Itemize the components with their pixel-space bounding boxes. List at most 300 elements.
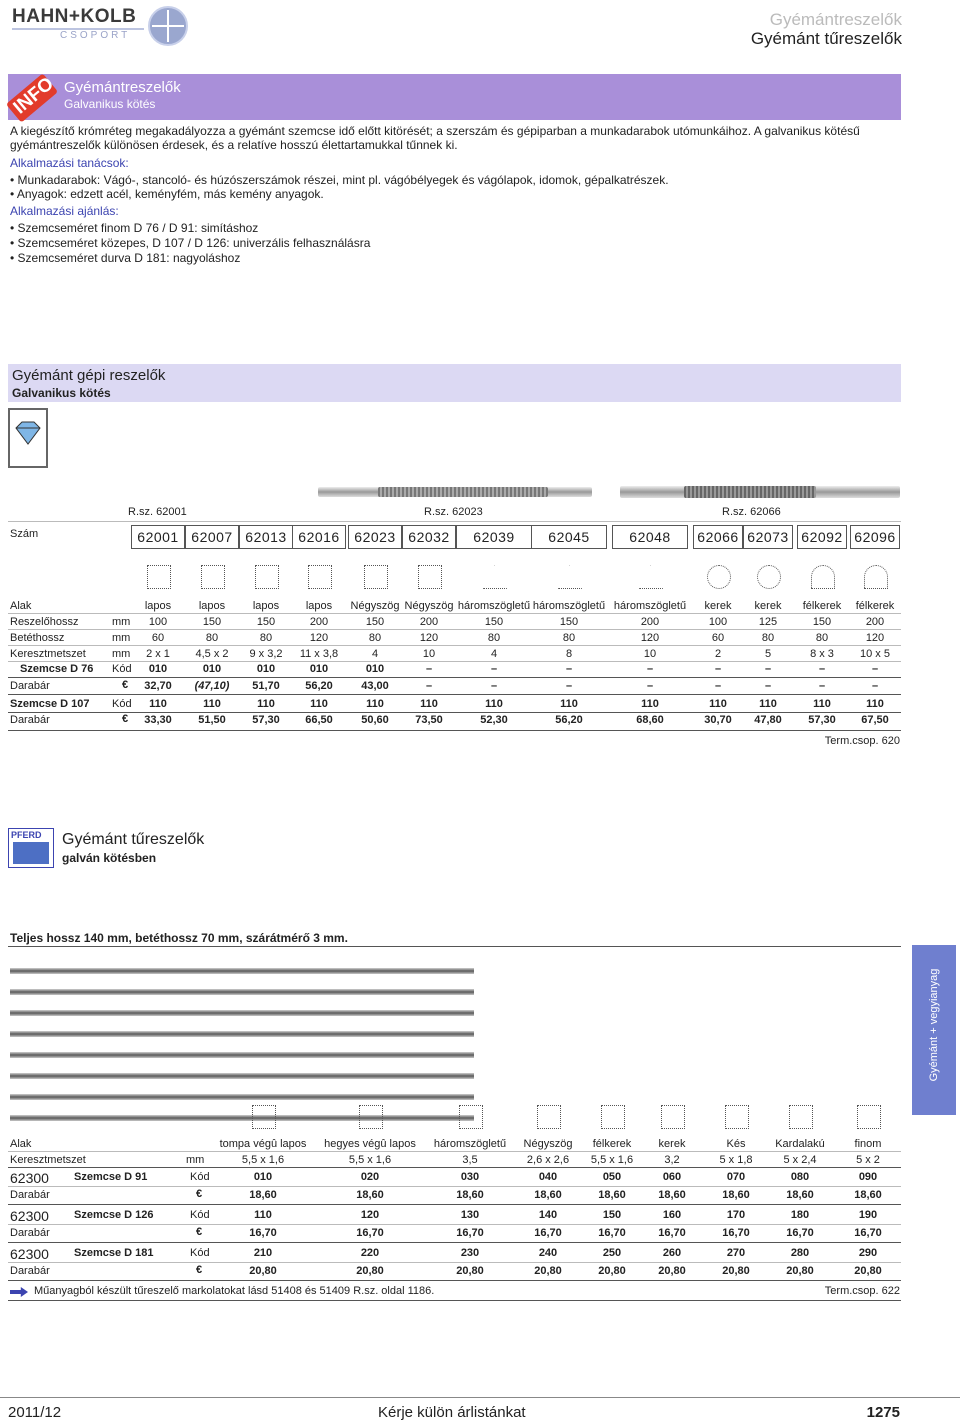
table-cell-alak: félkerek	[802, 600, 842, 612]
table-cell-reszelohossz: 200	[309, 616, 329, 628]
row-label-darabar: Darabár	[10, 1265, 50, 1277]
tip-item: • Anyagok: edzett acél, keményfém, más kemény anyagok.	[10, 187, 324, 201]
table-cell-ar107: 57,30	[252, 714, 280, 726]
table-cell-kod107: 110	[310, 698, 328, 710]
table-cell-kod: 010	[253, 1171, 273, 1183]
table-cell-kod76: –	[646, 663, 654, 675]
table-cell-keresztmetszet: 3,5	[462, 1154, 478, 1166]
euro-sign: €	[122, 679, 129, 691]
table-cell-alak: hegyes végû lapos	[324, 1138, 416, 1150]
table-cell-keresztmetszet: 4	[490, 648, 498, 660]
table-cell-ar: 20,80	[722, 1265, 750, 1277]
table-cell-keresztmetszet: 5	[764, 648, 772, 660]
table-cell-kod: 080	[790, 1171, 810, 1183]
product-code: 62032	[402, 525, 456, 549]
table-rule	[8, 1300, 901, 1301]
note: Műanyagból készült tűreszelő markolatokat lásd 51408 és 51409 R.sz. oldal 1186.	[34, 1285, 435, 1297]
rsz-label: R.sz. 62001	[128, 506, 187, 518]
table-cell-ar: 16,70	[356, 1227, 384, 1239]
table-cell-kod76: 010	[148, 663, 168, 675]
table-cell-betethossz: 120	[309, 632, 329, 644]
table-cell-kod107: 110	[813, 698, 831, 710]
group-code: 62300	[10, 1246, 49, 1262]
table-rule	[8, 1262, 901, 1263]
table-cell-ar107: 56,20	[555, 714, 583, 726]
table-cell-ar76: 32,70	[144, 680, 172, 692]
table-cell-kod76: –	[425, 663, 433, 675]
row-label-darabar: Darabár	[10, 680, 50, 692]
needle-file-image	[10, 968, 474, 974]
row-label-kod: Kód	[190, 1247, 210, 1259]
unit-mm: mm	[112, 648, 131, 660]
section-title: Gyémánt gépi reszelők	[12, 367, 166, 384]
profile-icon	[359, 1105, 383, 1129]
row-label-kod: Kód	[112, 663, 132, 675]
table-cell-ar: 20,80	[598, 1265, 626, 1277]
table-cell-betethossz: 80	[205, 632, 219, 644]
group-code: 62300	[10, 1208, 49, 1224]
table-cell-ar107: 47,80	[754, 714, 782, 726]
table-cell-alak: kerek	[658, 1138, 686, 1150]
product-code: 62016	[292, 525, 346, 549]
table-cell-ar: 18,60	[722, 1189, 750, 1201]
profile-icon	[255, 565, 279, 589]
table-cell-kod: 270	[726, 1247, 746, 1259]
table-cell-ar: 16,70	[722, 1227, 750, 1239]
tip-item: • Munkadarabok: Vágó-, stancoló- és húzószerszámok részei, mint pl. vágóbélyegek és vágólapok, idomok, gépalkatrészek.	[10, 173, 669, 187]
table-cell-reszelohossz: 150	[365, 616, 385, 628]
table-cell-ar76: –	[490, 680, 498, 692]
table-cell-ar: 20,80	[854, 1265, 882, 1277]
table-cell-kod: 230	[460, 1247, 480, 1259]
table-cell-reszelohossz: 125	[758, 616, 778, 628]
profile-icon	[661, 1105, 685, 1129]
section3-subtitle: galván kötésben	[62, 851, 157, 865]
table-cell-keresztmetszet: 5,5 x 1,6	[241, 1154, 285, 1166]
page-number: 1275	[866, 1404, 900, 1421]
group-grit: Szemcse D 126	[74, 1209, 154, 1221]
table-cell-kod: 170	[726, 1209, 746, 1221]
table-cell-ar: 20,80	[786, 1265, 814, 1277]
table-cell-betethossz: 80	[562, 632, 576, 644]
info-title: Gyémántreszelők	[64, 79, 181, 96]
table-cell-kod76: –	[565, 663, 573, 675]
row-label-kod: Kód	[112, 698, 132, 710]
table-cell-kod: 030	[460, 1171, 480, 1183]
table-cell-ar76: 51,70	[252, 680, 280, 692]
table-cell-reszelohossz: 150	[812, 616, 832, 628]
round-file-grit	[684, 486, 816, 498]
rsz-label: R.sz. 62023	[424, 506, 483, 518]
side-tab: Gyémánt + vegyianyag	[912, 945, 956, 1115]
table-cell-ar76: –	[425, 680, 433, 692]
profile-icon	[308, 565, 332, 589]
footer-year: 2011/12	[8, 1404, 62, 1421]
table-cell-keresztmetszet: 4	[371, 648, 379, 660]
table-cell-kod107: 110	[759, 698, 777, 710]
recommendation-item: • Szemcseméret durva D 181: nagyoláshoz	[10, 251, 240, 265]
profile-icon	[364, 565, 388, 589]
table-cell-ar: 16,70	[456, 1227, 484, 1239]
table-cell-betethossz: 80	[259, 632, 273, 644]
table-cell-kod76: –	[871, 663, 879, 675]
spec-line: Teljes hossz 140 mm, betéthossz 70 mm, szárátmérő 3 mm.	[10, 931, 348, 945]
table-cell-kod: 070	[726, 1171, 746, 1183]
profile-icon	[857, 1105, 881, 1129]
table-cell-ar: 18,60	[456, 1189, 484, 1201]
footer-rule	[0, 1397, 960, 1398]
recommendation-item: • Szemcseméret finom D 76 / D 91: simításhoz	[10, 221, 258, 235]
table-cell-keresztmetszet: 5 x 1,8	[719, 1154, 753, 1166]
info-subtitle: Galvanikus kötés	[64, 97, 156, 111]
table-cell-keresztmetszet: 5,5 x 1,6	[590, 1154, 634, 1166]
table-cell-keresztmetszet: 8	[565, 648, 573, 660]
term-group: Term.csop. 622	[824, 1285, 900, 1297]
table-cell-betethossz: 60	[711, 632, 725, 644]
table-cell-kod: 020	[360, 1171, 380, 1183]
table-cell-ar: 20,80	[456, 1265, 484, 1277]
table-rule	[8, 1280, 901, 1281]
table-cell-betethossz: 120	[419, 632, 439, 644]
table-cell-keresztmetszet: 5 x 2	[856, 1154, 880, 1166]
table-cell-ar76: 56,20	[305, 680, 333, 692]
row-label-darabar: Darabár	[10, 1189, 50, 1201]
table-cell-alak: háromszögletű	[532, 600, 606, 612]
table-cell-alak: félkerek	[855, 600, 895, 612]
table-cell-kod: 160	[662, 1209, 682, 1221]
table-cell-ar: 16,70	[534, 1227, 562, 1239]
table-cell-kod: 280	[790, 1247, 810, 1259]
product-code: 62045	[531, 525, 607, 549]
profile-icon	[639, 565, 663, 589]
table-cell-kod76: –	[764, 663, 772, 675]
table-rule	[8, 946, 901, 947]
info-stamp-icon: INFO	[8, 78, 56, 116]
table-cell-alak: finom	[854, 1138, 882, 1150]
table-cell-keresztmetszet: 2 x 1	[146, 648, 170, 660]
table-cell-ar107: 57,30	[808, 714, 836, 726]
table-cell-ar: 16,70	[598, 1227, 626, 1239]
rsz-label: R.sz. 62066	[722, 506, 781, 518]
table-cell-ar76: –	[565, 680, 573, 692]
table-cell-alak: lapos	[198, 600, 226, 612]
table-cell-ar76: –	[818, 680, 826, 692]
table-cell-kod: 190	[858, 1209, 878, 1221]
table-cell-betethossz: 60	[151, 632, 165, 644]
table-cell-betethossz: 120	[640, 632, 660, 644]
table-cell-ar76: (47,10)	[194, 680, 230, 692]
table-rule	[8, 1242, 901, 1243]
table-cell-ar: 18,60	[658, 1189, 686, 1201]
euro-sign: €	[196, 1264, 203, 1276]
table-cell-alak: tompa végû lapos	[219, 1138, 307, 1150]
table-cell-kod: 060	[662, 1171, 682, 1183]
table-cell-ar: 16,70	[658, 1227, 686, 1239]
table-cell-keresztmetszet: 11 x 3,8	[299, 648, 339, 660]
table-cell-keresztmetszet: 10 x 5	[860, 648, 890, 660]
product-code: 62007	[185, 525, 239, 549]
table-cell-betethossz: 80	[487, 632, 501, 644]
table-rule	[8, 1151, 901, 1152]
profile-icon	[537, 1105, 561, 1129]
table-cell-ar: 16,70	[786, 1227, 814, 1239]
table-cell-kod107: 110	[203, 698, 221, 710]
product-code: 62023	[348, 525, 402, 549]
profile-icon	[707, 565, 731, 589]
table-cell-ar107: 51,50	[198, 714, 226, 726]
profile-icon	[811, 565, 835, 589]
table-cell-kod76: –	[714, 663, 722, 675]
table-cell-kod: 090	[858, 1171, 878, 1183]
product-code: 62092	[797, 525, 847, 549]
table-cell-ar107: 33,30	[144, 714, 172, 726]
table-cell-kod: 290	[858, 1247, 878, 1259]
table-rule	[8, 629, 901, 630]
table-cell-ar76: –	[646, 680, 654, 692]
table-cell-reszelohossz: 150	[559, 616, 579, 628]
table-cell-betethossz: 80	[368, 632, 382, 644]
table-cell-kod: 110	[254, 1209, 272, 1221]
term-group: Term.csop. 620	[824, 735, 900, 747]
product-code: 62073	[743, 525, 793, 549]
table-cell-kod76: 010	[202, 663, 222, 675]
table-rule	[8, 1167, 901, 1168]
table-cell-ar: 18,60	[598, 1189, 626, 1201]
table-cell-ar76: –	[871, 680, 879, 692]
table-cell-kod107: 110	[560, 698, 578, 710]
row-label-alak: Alak	[10, 1138, 32, 1150]
table-cell-reszelohossz: 100	[148, 616, 168, 628]
profile-icon	[418, 565, 442, 589]
table-cell-reszelohossz: 150	[256, 616, 276, 628]
table-cell-ar: 18,60	[356, 1189, 384, 1201]
table-rule	[8, 661, 901, 662]
profile-icon	[789, 1105, 813, 1129]
euro-sign: €	[122, 713, 129, 725]
table-cell-reszelohossz: 200	[865, 616, 885, 628]
table-cell-keresztmetszet: 2,6 x 2,6	[526, 1154, 570, 1166]
needle-file-image	[10, 1094, 474, 1100]
table-cell-alak: Négyszög	[350, 600, 400, 612]
needle-file-image	[10, 1052, 474, 1058]
pferd-logo-icon: PFERD	[8, 828, 54, 868]
hk-badge-icon	[148, 6, 188, 46]
table-cell-alak: háromszögletű	[433, 1138, 507, 1150]
table-cell-ar76: 43,00	[361, 680, 389, 692]
table-cell-reszelohossz: 150	[202, 616, 222, 628]
table-cell-alak: lapos	[252, 600, 280, 612]
row-label-darabar: Darabár	[10, 1227, 50, 1239]
table-cell-kod: 130	[460, 1209, 480, 1221]
table-cell-ar: 20,80	[658, 1265, 686, 1277]
table-cell-keresztmetszet: 5 x 2,4	[783, 1154, 817, 1166]
section3-title: Gyémánt tűreszelők	[62, 831, 205, 848]
profile-icon	[252, 1105, 276, 1129]
needle-file-image	[10, 989, 474, 995]
table-cell-alak: lapos	[144, 600, 172, 612]
table-rule	[8, 1204, 901, 1205]
group-grit: Szemcse D 181	[74, 1247, 154, 1259]
unit-mm: mm	[112, 616, 131, 628]
needle-file-image	[10, 1073, 474, 1079]
table-cell-keresztmetszet: 5,5 x 1,6	[348, 1154, 392, 1166]
product-code: 62001	[131, 525, 185, 549]
logo-subtitle: CSOPORT	[60, 30, 131, 41]
row-label-kod: Kód	[190, 1209, 210, 1221]
row-label-szam: Szám	[10, 528, 39, 540]
needle-file-image	[10, 1010, 474, 1016]
table-rule	[8, 645, 901, 646]
recommendation-heading: Alkalmazási ajánlás:	[10, 204, 119, 218]
table-rule	[8, 730, 901, 731]
product-code: 62066	[693, 525, 743, 549]
profile-icon	[558, 565, 582, 589]
table-cell-alak: Négyszög	[404, 600, 454, 612]
table-cell-alak: Négyszög	[523, 1138, 573, 1150]
table-cell-kod: 040	[538, 1171, 558, 1183]
euro-sign: €	[196, 1226, 203, 1238]
table-cell-kod: 180	[790, 1209, 810, 1221]
table-cell-ar: 20,80	[534, 1265, 562, 1277]
table-cell-kod: 260	[662, 1247, 682, 1259]
company-logo: HAHN+KOLB	[12, 6, 137, 27]
info-paragraph-1: A kiegészítő krómréteg megakadályozza a gyémánt szemcse idő előtt kitörését; a szerszám és gépiparban a munkadarabok utómunkáihoz. A galvanikus kötésű	[10, 124, 860, 138]
table-cell-kod76: –	[818, 663, 826, 675]
table-cell-kod107: 110	[709, 698, 727, 710]
table-cell-reszelohossz: 200	[640, 616, 660, 628]
recommendation-item: • Szemcseméret közepes, D 107 / D 126: univerzális felhasználásra	[10, 236, 370, 250]
profile-icon	[483, 565, 507, 589]
unit-mm: mm	[186, 1154, 205, 1166]
table-cell-ar107: 73,50	[415, 714, 443, 726]
row-label-darabar: Darabár	[10, 714, 50, 726]
table-cell-kod107: 110	[866, 698, 884, 710]
profile-icon	[459, 1105, 483, 1129]
table-cell-kod76: 010	[309, 663, 329, 675]
table-cell-betethossz: 80	[815, 632, 829, 644]
table-rule	[8, 677, 901, 678]
group-code: 62300	[10, 1170, 49, 1186]
table-cell-alak: háromszögletű	[457, 600, 531, 612]
table-cell-kod107: 110	[149, 698, 167, 710]
profile-icon	[201, 565, 225, 589]
table-cell-kod: 150	[602, 1209, 622, 1221]
row-label-keresztmetszet: Keresztmetszet	[10, 648, 86, 660]
table-cell-ar: 18,60	[854, 1189, 882, 1201]
table-cell-kod107: 110	[420, 698, 438, 710]
table-cell-ar: 20,80	[249, 1265, 277, 1277]
table-cell-kod: 050	[602, 1171, 622, 1183]
table-rule	[8, 712, 901, 713]
needle-file-image	[10, 1031, 474, 1037]
table-rule	[8, 613, 901, 614]
table-cell-alak: lapos	[305, 600, 333, 612]
row-label-szemcse107: Szemcse D 107	[10, 698, 90, 710]
table-cell-ar: 20,80	[356, 1265, 384, 1277]
table-cell-keresztmetszet: 3,2	[664, 1154, 680, 1166]
table-cell-alak: kerek	[704, 600, 732, 612]
table-cell-keresztmetszet: 10	[422, 648, 436, 660]
row-label-szemcse76: Szemcse D 76	[20, 663, 94, 675]
table-cell-reszelohossz: 150	[484, 616, 504, 628]
arrow-icon	[10, 1287, 28, 1297]
table-cell-reszelohossz: 200	[419, 616, 439, 628]
table-cell-keresztmetszet: 9 x 3,2	[249, 648, 283, 660]
table-cell-kod76: 010	[256, 663, 276, 675]
product-code: 62048	[612, 525, 688, 549]
table-cell-ar: 18,60	[786, 1189, 814, 1201]
group-grit: Szemcse D 91	[74, 1171, 148, 1183]
row-label-betethossz: Betéthossz	[10, 632, 65, 644]
table-cell-kod107: 110	[366, 698, 384, 710]
row-label-alak: Alak	[10, 600, 32, 612]
table-cell-kod: 240	[538, 1247, 558, 1259]
table-cell-ar107: 67,50	[861, 714, 889, 726]
table-cell-keresztmetszet: 2	[714, 648, 722, 660]
table-cell-betethossz: 120	[865, 632, 885, 644]
product-code: 62013	[239, 525, 293, 549]
table-cell-ar: 18,60	[249, 1189, 277, 1201]
table-cell-ar107: 50,60	[361, 714, 389, 726]
table-cell-kod107: 110	[257, 698, 275, 710]
table-rule	[8, 1186, 901, 1187]
table-cell-kod: 140	[538, 1209, 558, 1221]
table-cell-kod76: –	[490, 663, 498, 675]
table-cell-ar107: 66,50	[305, 714, 333, 726]
table-cell-kod: 220	[360, 1247, 380, 1259]
profile-icon	[725, 1105, 749, 1129]
table-cell-betethossz: 80	[761, 632, 775, 644]
table-cell-kod107: 110	[485, 698, 503, 710]
table-cell-keresztmetszet: 4,5 x 2	[195, 648, 229, 660]
profile-icon	[864, 565, 888, 589]
row-label-reszelohossz: Reszelőhossz	[10, 616, 79, 628]
table-cell-ar107: 68,60	[636, 714, 664, 726]
table-cell-keresztmetszet: 10	[643, 648, 657, 660]
table-cell-ar76: –	[764, 680, 772, 692]
table-cell-kod: 120	[360, 1209, 380, 1221]
product-code: 62039	[456, 525, 532, 549]
table-cell-alak: félkerek	[592, 1138, 632, 1150]
unit-mm: mm	[112, 632, 131, 644]
row-label-keresztmetszet: Keresztmetszet	[10, 1154, 86, 1166]
table-cell-kod76: 010	[365, 663, 385, 675]
table-cell-alak: Kés	[726, 1138, 746, 1150]
table-cell-ar: 16,70	[249, 1227, 277, 1239]
table-cell-ar: 16,70	[854, 1227, 882, 1239]
info-paragraph-2: gyémántreszelők különösen érdesek, és a relatíve hosszú élettartamukkal tűnnek ki.	[10, 138, 458, 152]
needle-file-image	[10, 1115, 474, 1121]
row-label-kod: Kód	[190, 1171, 210, 1183]
header-title: Gyémánt tűreszelők	[750, 29, 902, 48]
table-cell-alak: háromszögletű	[613, 600, 687, 612]
header-category: Gyémántreszelők	[769, 10, 902, 29]
table-rule	[8, 694, 901, 695]
table-cell-reszelohossz: 100	[708, 616, 728, 628]
footer-center: Kérje külön árlistánkat	[378, 1404, 526, 1421]
table-cell-alak: Kardalakú	[775, 1138, 825, 1150]
table-cell-kod: 250	[602, 1247, 622, 1259]
table-cell-ar76: –	[714, 680, 722, 692]
profile-icon	[147, 565, 171, 589]
euro-sign: €	[196, 1188, 203, 1200]
profile-icon	[757, 565, 781, 589]
section-subtitle: Galvanikus kötés	[12, 386, 111, 400]
diamond-icon	[8, 408, 48, 468]
table-cell-ar107: 30,70	[704, 714, 732, 726]
table-cell-ar107: 52,30	[480, 714, 508, 726]
table-cell-kod107: 110	[641, 698, 659, 710]
